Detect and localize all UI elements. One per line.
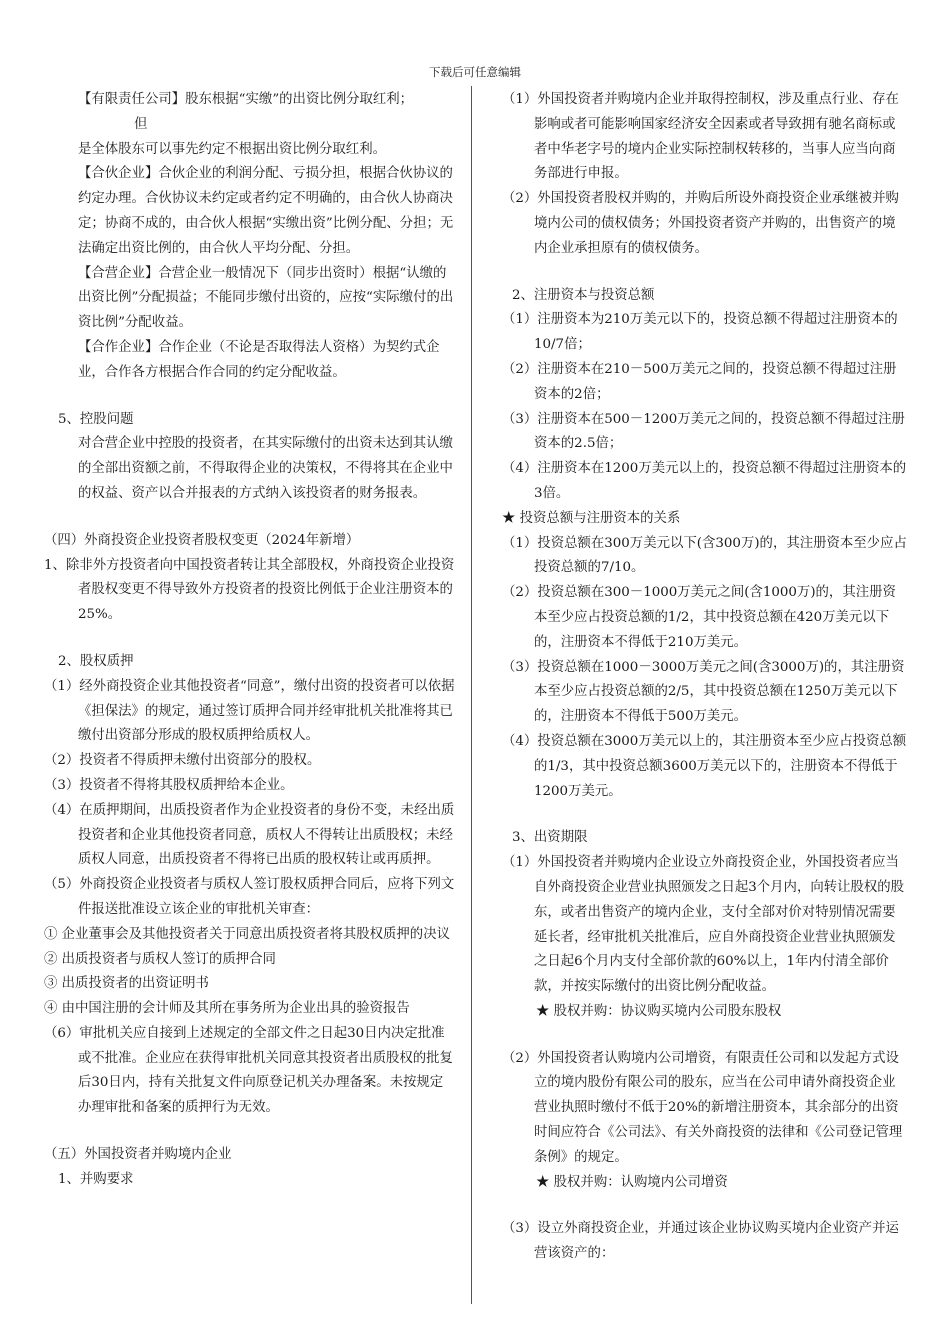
column-divider <box>471 86 472 1304</box>
right-column <box>502 88 908 1267</box>
heading-control-issue: 5、控股问题 <box>58 411 134 427</box>
paragraph-control-issue: 对合营企业中控股的投资者，在其实际缴付的出资未达到其认缴的全部出资额之前，不得取得企业的决策权，不得将其在企业中的权益、资产以合并报表的方式纳入该投资者的财务报表。 <box>78 436 453 501</box>
list-item: （4）投资总额在3000万美元以上的，其注册资本至少应占投资总额的1/3，其中投资总额3600万美元以下的，注册资本不得低于1200万美元。 <box>502 733 907 799</box>
list-item: ③ 出质投资者的出资证明书 <box>44 976 209 992</box>
paragraph-but: 但 <box>134 116 148 132</box>
list-item: （3）设立外商投资企业，并通过该企业协议购买境内企业资产并运营该资产的： <box>502 1221 899 1262</box>
list-item: （5）外商投资企业投资者与质权人签订股权质押合同后，应将下列文件报送批准设立该企业的审批机关审查： <box>44 877 455 917</box>
list-item: （3）投资总额在1000－3000万美元之间(含3000万)的，其注册资本至少应占投资总额的2/5，其中投资总额在1250万美元以下的，注册资本不得低于500万美元。 <box>502 659 905 725</box>
list-item: ④ 由中国注册的会计师及其所在事务所为企业出具的验资报告 <box>44 1001 410 1017</box>
list-item: （4）在质押期间，出质投资者作为企业投资者的身份不变，未经出质投资者和企业其他投资者同意，质权人不得转让出质股权；未经质权人同意，出质投资者不得将已出质的股权转让或再质押。 <box>44 802 455 868</box>
list-item: （1）外国投资者并购境内企业设立外商投资企业，外国投资者应当自外商投资企业营业执照颁发之日起3个月内，向转让股权的股东，或者出售资产的境内企业，支付全部对价对特别情况需要延长者，经审批机关批准后，应自外商投资企业营业执照颁发之日起6个月内支付全部价款的60%以上，1年内付清全部价款，并按实际缴付的出资比例分配收益。 <box>502 855 905 995</box>
heading-foreign-merger: （五）外国投资者并购境内企业 <box>44 1147 232 1163</box>
paragraph-partnership: 【合伙企业】合伙企业的利润分配、亏损分担，根据合伙协议的约定办理。合伙协议未约定或者约定不明确的，由合伙人协商决定；协商不成的，由合伙人根据“实缴出资”比例分配、分担；无法确定出资比例的，由合伙人平均分配、分担。 <box>78 166 454 256</box>
heading-equity-pledge: 2、股权质押 <box>58 653 134 669</box>
list-item: （2）外国投资者认购境内公司增资，有限责任公司和以发起方式设立的境内股份有限公司的股东，应当在公司申请外商投资企业营业执照时缴付不低于20%的新增注册资本，其余部分的出资时间应符合《公司法》、有关外商投资的法律和《公司登记管理条例》的规定。 <box>502 1050 903 1165</box>
list-item: ② 出质投资者与质权人签订的质押合同 <box>44 951 276 967</box>
list-item: ① 企业董事会及其他投资者关于同意出质投资者将其股权质押的决议 <box>44 926 450 942</box>
list-item: （2）外国投资者股权并购的，并购后所设外商投资企业承继被并购境内公司的债权债务；外国投资者资产并购的，出售资产的境内企业承担原有的债权债务。 <box>502 191 899 256</box>
list-item: （6）审批机关应自接到上述规定的全部文件之日起30日内决定批准或不批准。企业应在获得审批机关同意其投资者出质股权的批复后30日内，持有关批复文件向原登记机关办理备案。未按规定办理审批和备案的质押行为无效。 <box>44 1025 453 1116</box>
heading-merger-requirements: 1、并购要求 <box>58 1171 134 1187</box>
paragraph-llc-profit: 【有限责任公司】股东根据“实缴”的出资比例分取红利； <box>78 92 414 107</box>
list-item: （1）经外商投资企业其他投资者“同意”，缴付出资的投资者可以依据《担保法》的规定，通过签订质押合同并经审批机关批准将其已缴付出资部分形成的股权质押给质权人。 <box>44 678 455 744</box>
note-star-capital-increase: ★ 股权并购：认购境内公司增资 <box>536 1174 728 1190</box>
list-item: （2）投资总额在300－1000万美元之间(含1000万)的，其注册资本至少应占投资总额的1/2，其中投资总额在420万美元以下的，注册资本不得低于210万美元。 <box>502 585 896 650</box>
list-item: （1）外国投资者并购境内企业并取得控制权，涉及重点行业、存在影响或者可能影响国家经济安全因素或者导致拥有驰名商标或者中华老字号的境内企业实际控制权转移的，当事人应当向商务部进行申报。 <box>502 92 899 182</box>
list-item: （1）注册资本为210万美元以下的，投资总额不得超过注册资本的10/7倍； <box>502 312 898 353</box>
list-item: （4）注册资本在1200万美元以上的，投资总额不得超过注册资本的3倍。 <box>502 461 907 501</box>
heading-payment-term: 3、出资期限 <box>512 830 588 846</box>
page-header: 下载后可任意编辑 <box>429 65 521 79</box>
paragraph-equity-change-1: 1、除非外方投资者向中国投资者转让其全部股权，外商投资企业投资者股权变更不得导致外方投资者的投资比例低于企业注册资本的25%。 <box>44 557 455 623</box>
list-item: （3）注册资本在500－1200万美元之间的，投资总额不得超过注册资本的2.5倍； <box>502 411 905 452</box>
list-item: （2）注册资本在210－500万美元之间的，投资总额不得超过注册资本的2倍； <box>502 361 897 402</box>
list-item: （3）投资者不得将其股权质押给本企业。 <box>44 777 294 793</box>
left-column <box>44 88 456 1193</box>
paragraph-cooperative: 【合作企业】合作企业（不论是否取得法人资格）为契约式企业，合作各方根据合作合同的约定分配收益。 <box>78 339 440 380</box>
heading-equity-change: （四）外商投资企业投资者股权变更（2024年新增） <box>44 532 360 548</box>
paragraph-joint-venture: 【合营企业】合营企业一般情况下（同步出资时）根据“认缴的出资比例”分配损益；不能同步缴付出资的，应按“实际缴付的出资比例”分配收益。 <box>78 265 454 331</box>
heading-registered-capital: 2、注册资本与投资总额 <box>512 287 655 303</box>
note-star-equity-purchase: ★ 股权并购：协议购买境内公司股东股权 <box>536 1003 782 1019</box>
list-item: （1）投资总额在300万美元以下(含300万)的，其注册资本至少应占投资总额的7/10。 <box>502 535 907 576</box>
list-item: （2）投资者不得质押未缴付出资部分的股权。 <box>44 753 321 769</box>
paragraph-llc-profit-cont: 是全体股东可以事先约定不根据出资比例分取红利。 <box>78 141 386 157</box>
heading-star-relation: ★ 投资总额与注册资本的关系 <box>502 510 681 526</box>
